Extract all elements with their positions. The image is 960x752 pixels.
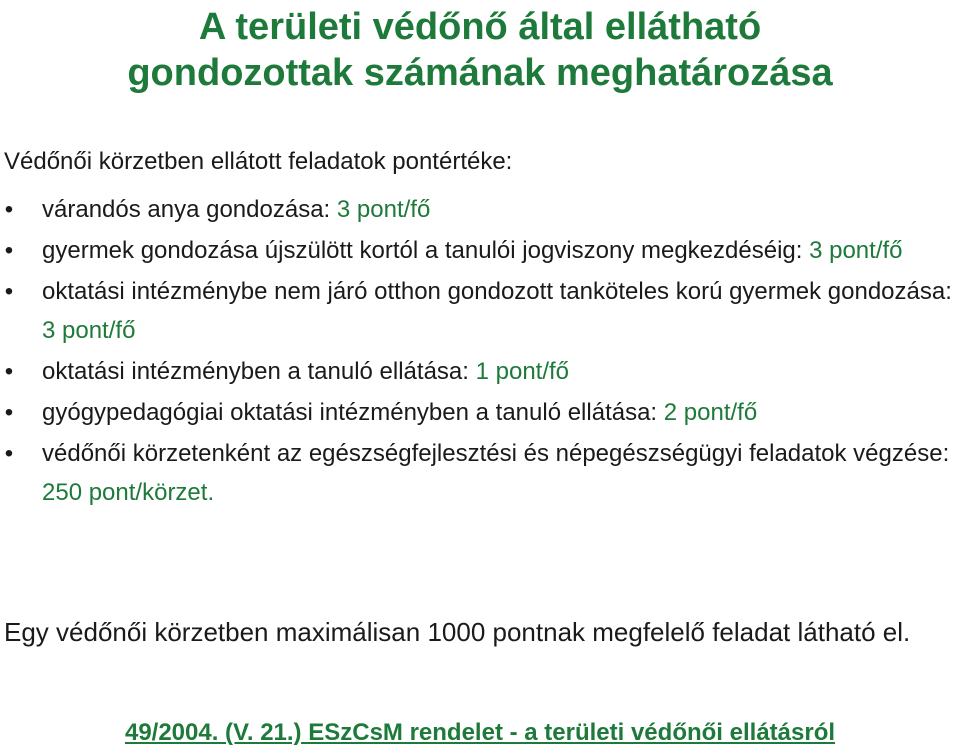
- list-item: [0, 434, 956, 512]
- item-value: 1 pont/fő: [475, 358, 570, 385]
- bullet-icon: •: [4, 278, 14, 305]
- bullet-icon: •: [4, 440, 14, 467]
- list-item: [0, 393, 956, 432]
- item-value: 3 pont/fő: [809, 237, 903, 264]
- bullet-icon: •: [4, 196, 14, 223]
- task-point-list: [0, 190, 956, 514]
- summary-text: Egy védőnői körzetben maximálisan 1000 pontnak megfelelő feladat látható el.: [4, 617, 911, 647]
- item-text: oktatási intézményben a tanuló ellátása:: [42, 358, 476, 385]
- item-value: 250 pont/körzet.: [42, 479, 215, 506]
- item-text: oktatási intézménybe nem járó otthon gondozott tanköteles korú gyermek gondozása:: [42, 278, 952, 305]
- slide-title: [0, 4, 960, 96]
- list-item: [0, 352, 956, 391]
- item-text: várandós anya gondozása:: [42, 196, 337, 223]
- list-item: [0, 231, 956, 270]
- item-value: 3 pont/fő: [42, 317, 136, 344]
- slide-title-line-1: A területi védőnő által ellátható: [198, 6, 762, 48]
- slide-title-line-2: gondozottak számának meghatározása: [127, 52, 833, 94]
- reference-link[interactable]: 49/2004. (V. 21.) ESzCsM rendelet - a területi védőnői ellátásról: [124, 719, 836, 746]
- item-value: 3 pont/fő: [336, 196, 431, 223]
- item-text: védőnői körzetenként az egészségfejlesztési és népegészségügyi feladatok végzése:: [42, 440, 950, 467]
- list-item: [0, 190, 956, 229]
- bullet-icon: •: [4, 358, 14, 385]
- item-text: gyermek gondozása újszülött kortól a tanulói jogviszony megkezdéséig:: [42, 237, 810, 264]
- item-text: gyógypedagógiai oktatási intézményben a tanuló ellátása:: [42, 399, 664, 426]
- item-value: 2 pont/fő: [663, 399, 758, 426]
- bullet-icon: •: [4, 237, 14, 264]
- bullet-icon: •: [4, 399, 14, 426]
- list-item: [0, 272, 956, 350]
- intro-text: Védőnői körzetben ellátott feladatok pontértéke:: [4, 148, 513, 175]
- reference: [0, 718, 960, 748]
